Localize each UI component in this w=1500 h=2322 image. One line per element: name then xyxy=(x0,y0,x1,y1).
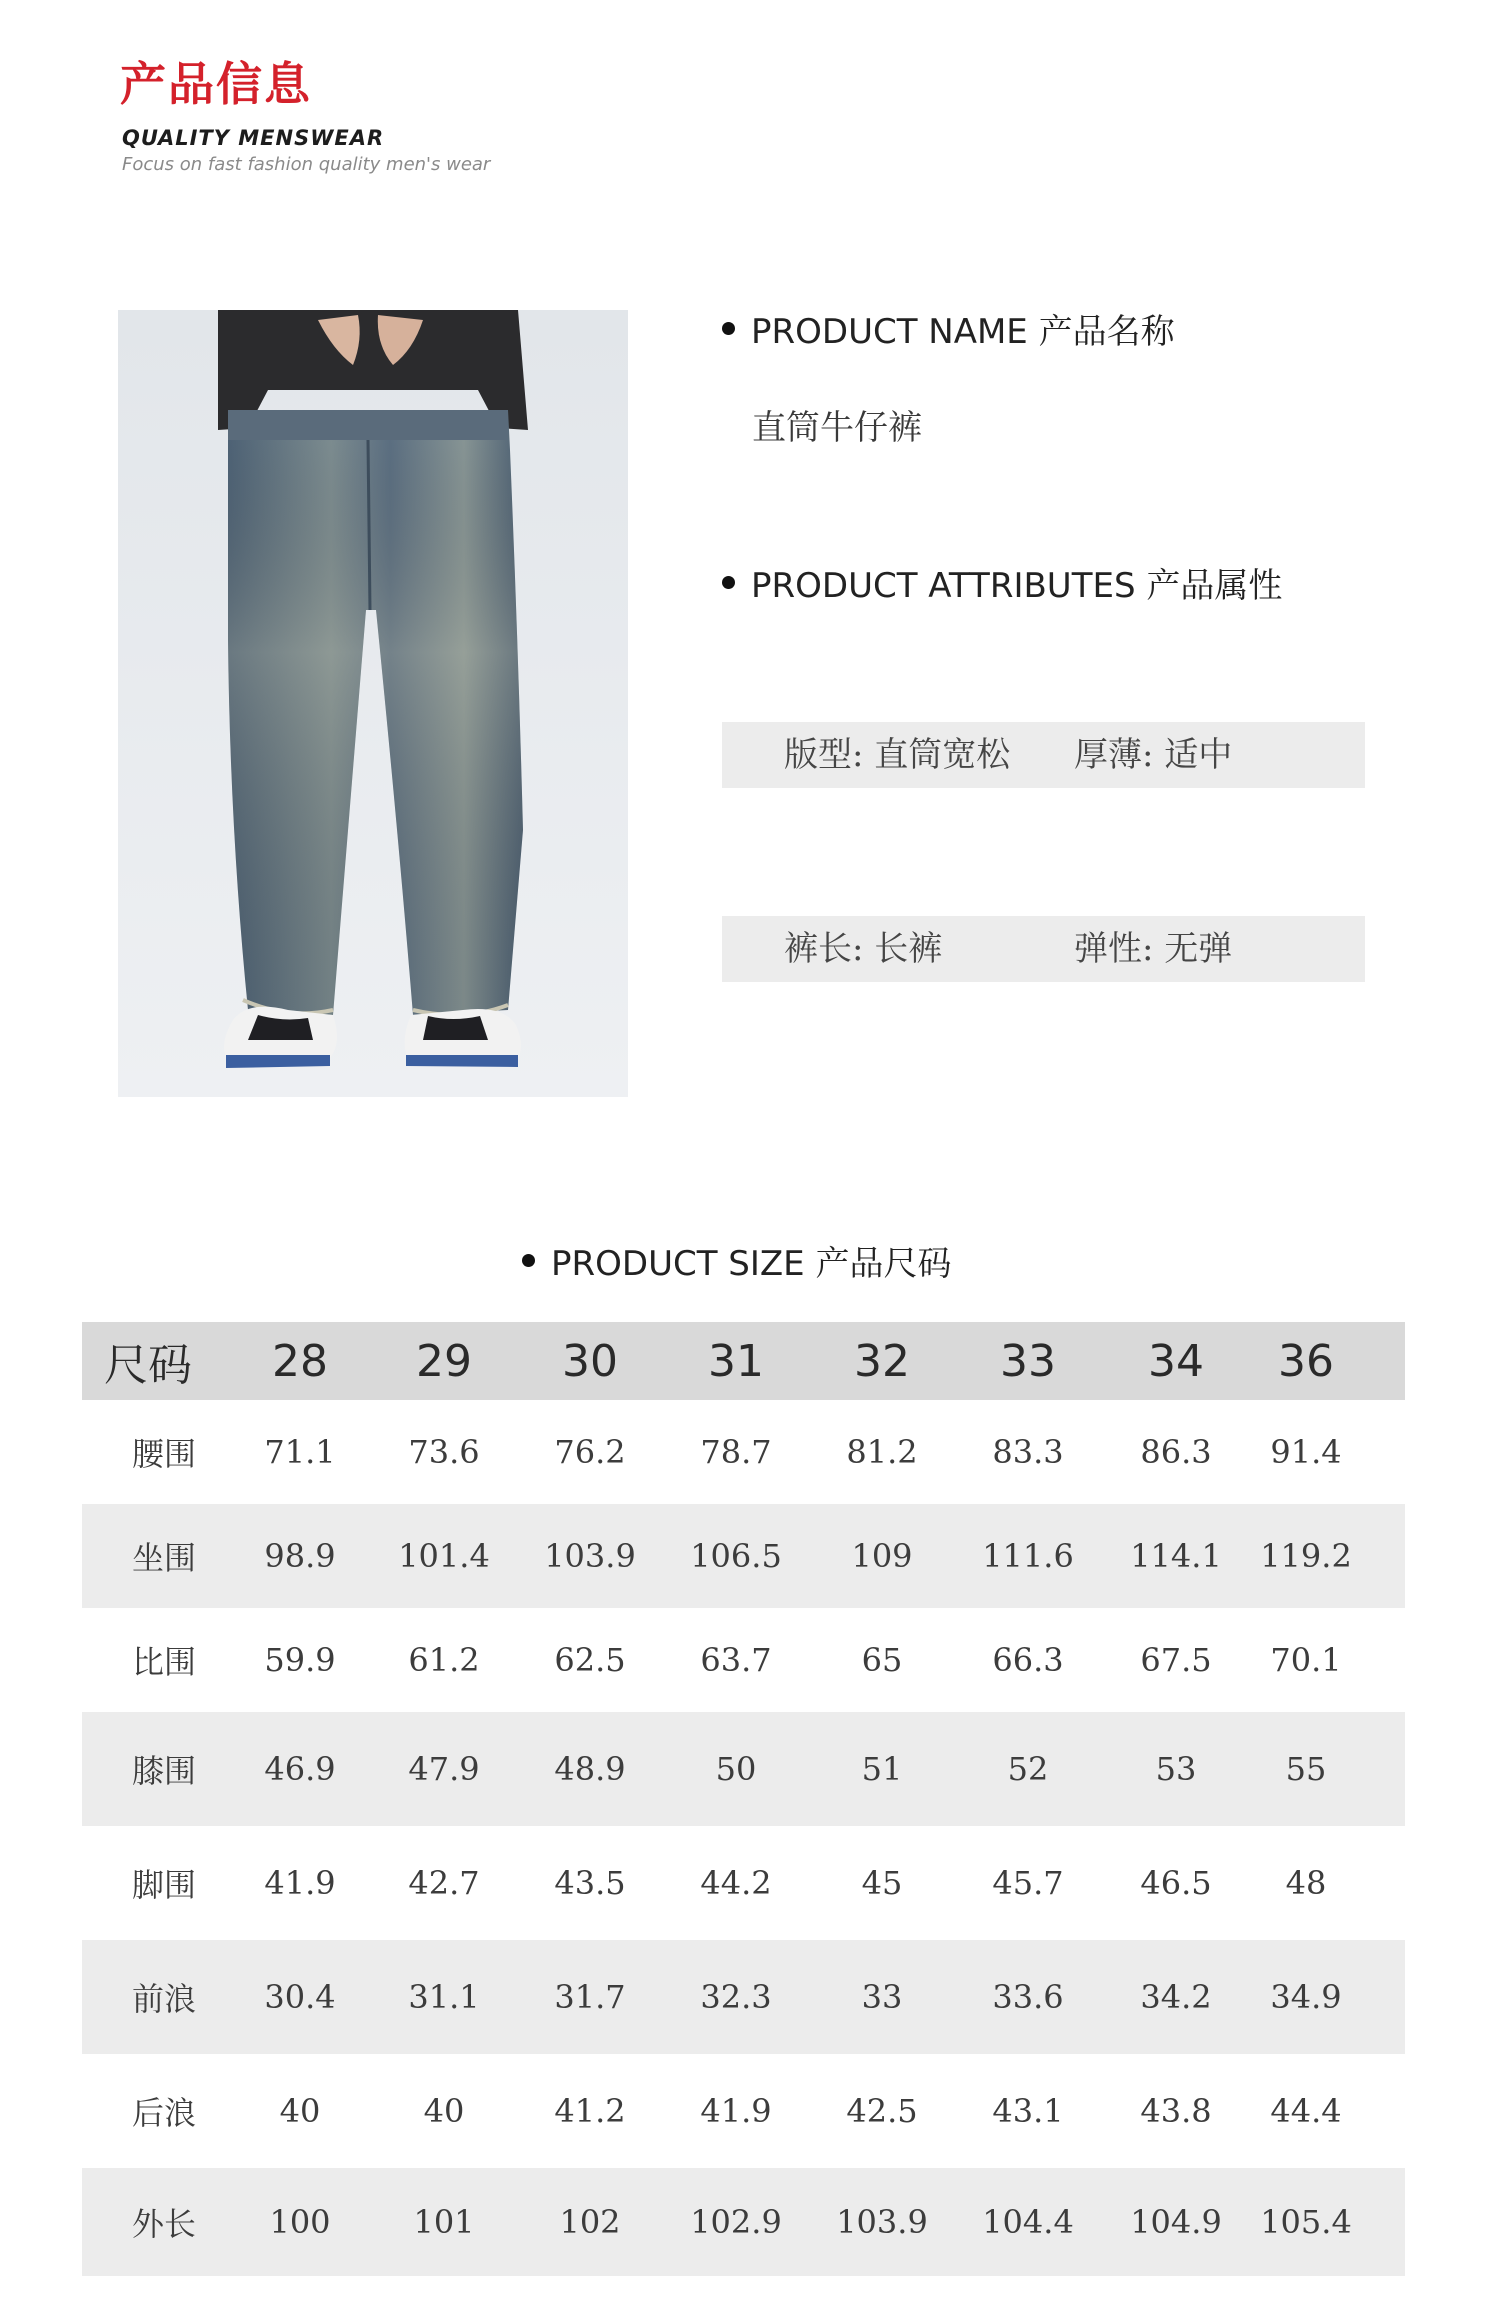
brand-tagline: Focus on fast fashion quality men's wear xyxy=(122,154,491,175)
size-header-cell: 30 xyxy=(562,1335,618,1387)
size-value-cell: 33.6 xyxy=(992,1978,1064,2016)
size-value-cell: 47.9 xyxy=(408,1750,480,1788)
size-value-cell: 105.4 xyxy=(1260,2203,1352,2241)
size-value-cell: 31.1 xyxy=(408,1978,480,2016)
size-value-cell: 119.2 xyxy=(1260,1537,1352,1575)
size-value-cell: 34.9 xyxy=(1270,1978,1342,2016)
size-value-cell: 61.2 xyxy=(408,1641,480,1679)
size-header-cell: 29 xyxy=(416,1335,472,1387)
size-header-cell: 36 xyxy=(1278,1335,1334,1387)
size-value-cell: 76.2 xyxy=(554,1433,626,1471)
size-value-cell: 45.7 xyxy=(992,1864,1064,1902)
product-name-heading-text: PRODUCT NAME 产品名称 xyxy=(751,312,1175,352)
table-row xyxy=(82,2168,1405,2276)
size-header-cell: 32 xyxy=(854,1335,910,1387)
size-value-cell: 86.3 xyxy=(1140,1433,1212,1471)
size-value-cell: 114.1 xyxy=(1130,1537,1222,1575)
size-value-cell: 40 xyxy=(423,2092,465,2130)
size-value-cell: 67.5 xyxy=(1140,1641,1212,1679)
size-value-cell: 65 xyxy=(861,1641,903,1679)
attribute-elasticity: 弹性: 无弹 xyxy=(1074,929,1233,969)
size-value-cell: 44.2 xyxy=(700,1864,772,1902)
bullet-icon xyxy=(522,1254,535,1267)
attribute-length: 裤长: 长裤 xyxy=(784,929,943,969)
size-value-cell: 63.7 xyxy=(700,1641,772,1679)
size-value-cell: 78.7 xyxy=(700,1433,772,1471)
product-attributes-heading-text: PRODUCT ATTRIBUTES 产品属性 xyxy=(751,566,1283,606)
page-title: 产品信息 xyxy=(120,57,312,111)
size-table xyxy=(82,1322,1405,2276)
size-header-label: 尺码 xyxy=(104,1340,192,1391)
product-name-value: 直筒牛仔裤 xyxy=(752,408,922,448)
size-value-cell: 42.5 xyxy=(846,2092,918,2130)
table-row xyxy=(82,1940,1405,2054)
measurement-label: 比围 xyxy=(132,1643,197,1681)
size-value-cell: 106.5 xyxy=(690,1537,782,1575)
size-value-cell: 41.9 xyxy=(264,1864,336,1902)
brand-subtitle: QUALITY MENSWEAR xyxy=(122,126,385,150)
size-value-cell: 70.1 xyxy=(1270,1641,1342,1679)
measurement-label: 前浪 xyxy=(132,1980,197,2018)
size-value-cell: 66.3 xyxy=(992,1641,1064,1679)
measurement-label: 坐围 xyxy=(132,1539,197,1577)
size-value-cell: 111.6 xyxy=(982,1537,1074,1575)
size-value-cell: 45 xyxy=(861,1864,903,1902)
attribute-fit: 版型: 直筒宽松 xyxy=(784,735,1011,775)
size-value-cell: 41.2 xyxy=(554,2092,626,2130)
size-value-cell: 43.8 xyxy=(1140,2092,1212,2130)
size-value-cell: 62.5 xyxy=(554,1641,626,1679)
size-value-cell: 81.2 xyxy=(846,1433,918,1471)
size-value-cell: 101 xyxy=(413,2203,475,2241)
size-value-cell: 52 xyxy=(1007,1750,1049,1788)
size-value-cell: 34.2 xyxy=(1140,1978,1212,2016)
size-value-cell: 83.3 xyxy=(992,1433,1064,1471)
size-header-cell: 33 xyxy=(1000,1335,1056,1387)
attribute-thickness: 厚薄: 适中 xyxy=(1074,735,1233,775)
size-value-cell: 102 xyxy=(559,2203,621,2241)
size-header-cell: 28 xyxy=(272,1335,328,1387)
jeans-model-photo-icon xyxy=(118,310,628,1097)
table-row xyxy=(82,1608,1405,1712)
size-value-cell: 55 xyxy=(1285,1750,1327,1788)
product-photo xyxy=(118,310,628,1097)
size-value-cell: 46.9 xyxy=(264,1750,336,1788)
size-value-cell: 40 xyxy=(279,2092,321,2130)
product-name-heading xyxy=(722,304,1175,353)
size-table-body xyxy=(82,1400,1405,2276)
table-row xyxy=(82,1504,1405,1608)
size-table-header xyxy=(82,1322,1405,1400)
size-value-cell: 50 xyxy=(715,1750,757,1788)
size-value-cell: 103.9 xyxy=(544,1537,636,1575)
product-attributes-heading xyxy=(722,558,1282,607)
measurement-label: 外长 xyxy=(132,2205,197,2243)
size-value-cell: 42.7 xyxy=(408,1864,480,1902)
size-value-cell: 104.4 xyxy=(982,2203,1074,2241)
size-value-cell: 71.1 xyxy=(264,1433,336,1471)
size-value-cell: 101.4 xyxy=(398,1537,490,1575)
size-value-cell: 43.5 xyxy=(554,1864,626,1902)
size-value-cell: 44.4 xyxy=(1270,2092,1342,2130)
size-value-cell: 43.1 xyxy=(992,2092,1064,2130)
size-value-cell: 51 xyxy=(861,1750,903,1788)
size-value-cell: 109 xyxy=(851,1537,913,1575)
size-value-cell: 91.4 xyxy=(1270,1433,1342,1471)
size-value-cell: 104.9 xyxy=(1130,2203,1222,2241)
attribute-row xyxy=(722,722,1365,788)
size-value-cell: 100 xyxy=(269,2203,331,2241)
measurement-label: 膝围 xyxy=(132,1752,197,1790)
size-value-cell: 48 xyxy=(1285,1864,1327,1902)
bullet-icon xyxy=(722,576,735,589)
bullet-icon xyxy=(722,322,735,335)
size-value-cell: 32.3 xyxy=(700,1978,772,2016)
measurement-label: 后浪 xyxy=(132,2094,197,2132)
size-value-cell: 48.9 xyxy=(554,1750,626,1788)
measurement-label: 腰围 xyxy=(132,1435,197,1473)
size-header-cell: 34 xyxy=(1148,1335,1204,1387)
size-header-cell: 31 xyxy=(708,1335,764,1387)
size-value-cell: 53 xyxy=(1155,1750,1197,1788)
attribute-row xyxy=(722,916,1365,982)
product-size-heading xyxy=(522,1236,951,1285)
product-size-heading-text: PRODUCT SIZE 产品尺码 xyxy=(551,1244,952,1284)
table-row xyxy=(82,1400,1405,1504)
size-value-cell: 46.5 xyxy=(1140,1864,1212,1902)
table-row xyxy=(82,1712,1405,1826)
size-value-cell: 30.4 xyxy=(264,1978,336,2016)
size-value-cell: 98.9 xyxy=(264,1537,336,1575)
size-value-cell: 41.9 xyxy=(700,2092,772,2130)
size-value-cell: 31.7 xyxy=(554,1978,626,2016)
size-value-cell: 73.6 xyxy=(408,1433,480,1471)
table-row xyxy=(82,2054,1405,2168)
measurement-label: 脚围 xyxy=(132,1866,197,1904)
size-value-cell: 33 xyxy=(861,1978,903,2016)
size-value-cell: 102.9 xyxy=(690,2203,782,2241)
size-value-cell: 59.9 xyxy=(264,1641,336,1679)
size-value-cell: 103.9 xyxy=(836,2203,928,2241)
table-row xyxy=(82,1826,1405,1940)
